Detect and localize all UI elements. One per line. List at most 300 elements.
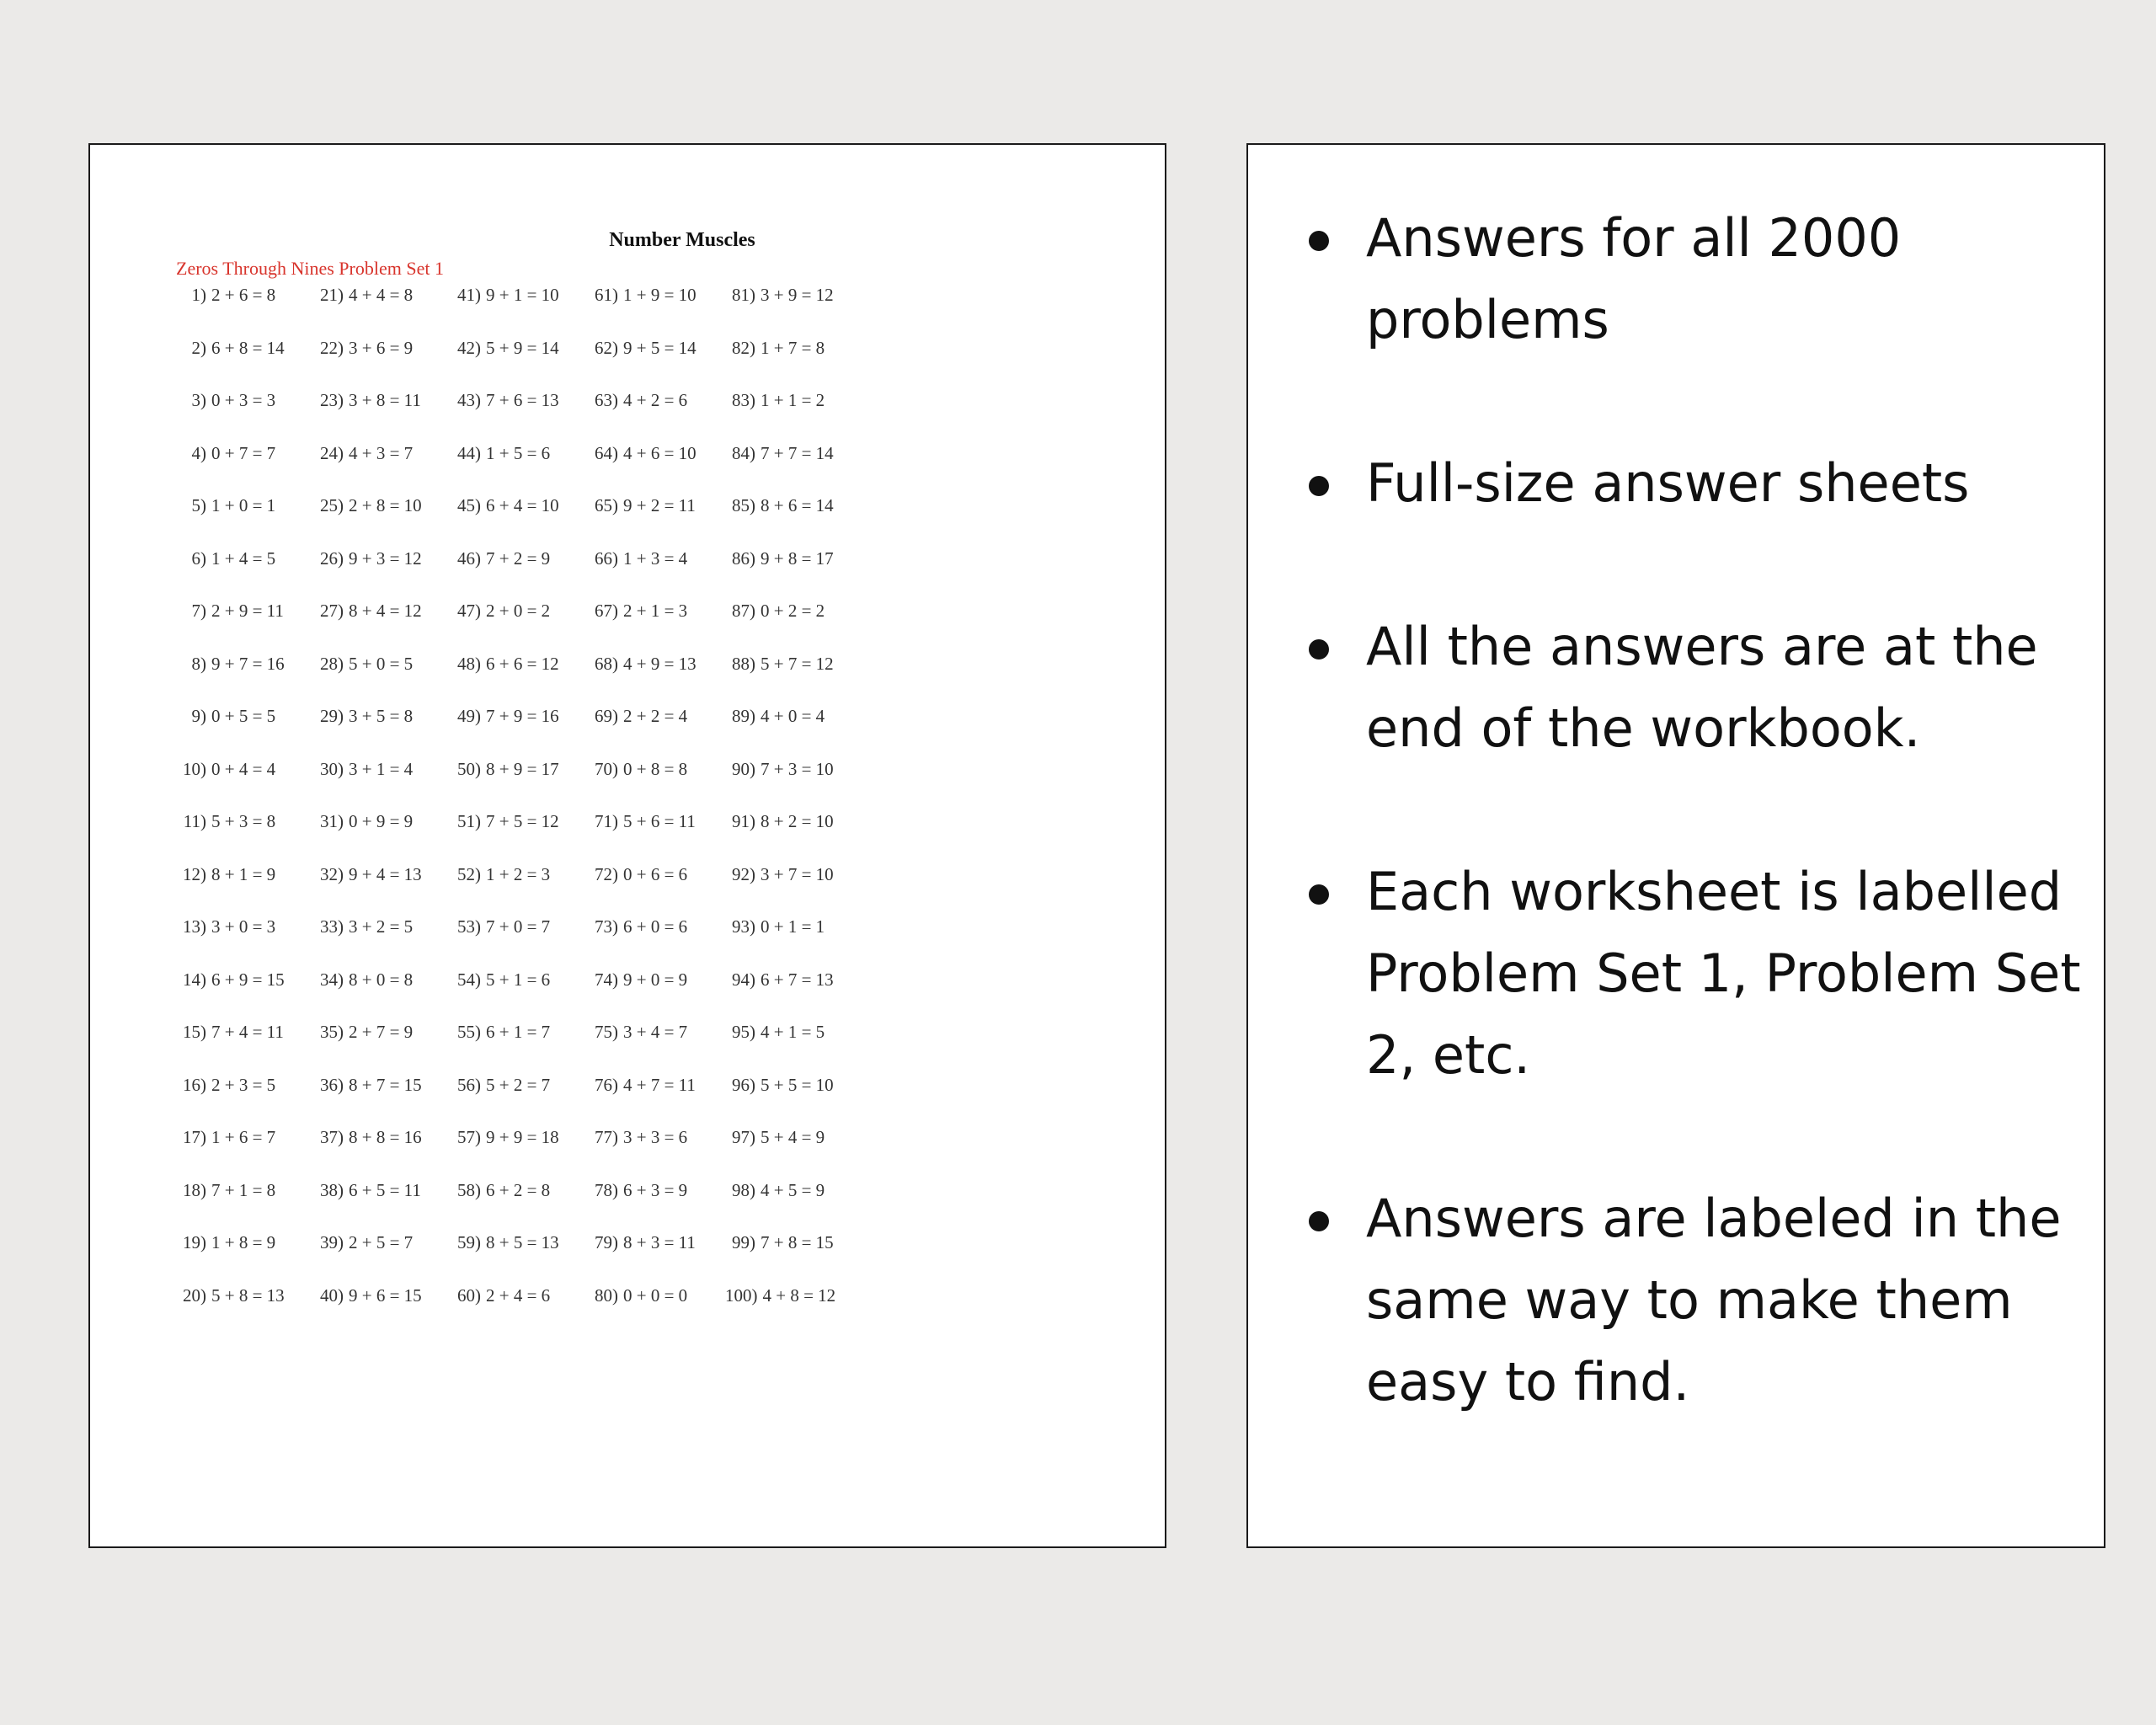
problem-number: 40) — [320, 1284, 344, 1306]
problem-item — [588, 285, 725, 338]
problem-equation: 5 + 8 = 13 — [211, 1284, 285, 1306]
problem-item — [451, 706, 588, 759]
problem-equation: 4 + 4 = 8 — [349, 285, 414, 305]
problem-number: 32) — [320, 863, 344, 884]
problem-number: 48) — [457, 653, 481, 674]
problem-equation: 1 + 5 = 6 — [486, 442, 551, 463]
feature-text: All the answers are at the end of the workbook. — [1366, 616, 2038, 759]
problem-equation: 5 + 6 = 11 — [623, 811, 696, 831]
problem-equation: 1 + 9 = 10 — [623, 285, 696, 305]
problem-item — [176, 390, 313, 443]
problem-item — [725, 443, 862, 496]
problem-number: 21) — [320, 285, 344, 305]
problem-number: 33) — [320, 916, 344, 937]
problem-item — [588, 1180, 725, 1233]
problem-equation: 0 + 3 = 3 — [211, 390, 276, 410]
problem-item — [176, 285, 313, 338]
feature-text: Each worksheet is labelled Problem Set 1, Problem Set 2, etc. — [1366, 861, 2081, 1086]
problem-item — [176, 811, 313, 864]
problem-equation: 7 + 3 = 10 — [760, 758, 834, 779]
problem-number: 69) — [595, 706, 618, 726]
problem-number: 57) — [457, 1127, 481, 1147]
problem-item — [451, 390, 588, 443]
problem-number: 12) — [183, 863, 206, 884]
problem-equation: 2 + 8 = 10 — [349, 495, 422, 515]
problem-item — [313, 1232, 451, 1285]
problem-equation: 4 + 8 = 12 — [762, 1284, 836, 1306]
problem-item — [725, 495, 862, 548]
problem-item — [176, 548, 313, 601]
problem-equation: 3 + 5 = 8 — [349, 706, 414, 726]
problem-number: 52) — [457, 863, 481, 884]
problem-item — [725, 338, 862, 391]
problem-equation: 3 + 9 = 12 — [760, 285, 834, 305]
problem-number: 86) — [732, 547, 755, 569]
problem-equation: 2 + 7 = 9 — [349, 1022, 414, 1042]
problem-equation: 2 + 1 = 3 — [623, 601, 688, 621]
problem-number: 2) — [191, 337, 206, 358]
problem-number: 10) — [183, 758, 206, 779]
problem-equation: 8 + 8 = 16 — [349, 1127, 422, 1147]
problem-number: 94) — [732, 969, 755, 990]
problem-number: 3) — [191, 390, 206, 410]
problem-item — [451, 548, 588, 601]
problem-equation: 5 + 3 = 8 — [211, 811, 276, 831]
problem-equation: 8 + 1 = 9 — [211, 863, 276, 884]
problem-number: 67) — [595, 601, 618, 621]
problem-equation: 0 + 6 = 6 — [623, 863, 688, 884]
problem-item — [176, 443, 313, 496]
problem-item — [176, 706, 313, 759]
problem-number: 75) — [595, 1022, 618, 1042]
problem-number: 72) — [595, 863, 618, 884]
problem-equation: 9 + 3 = 12 — [349, 547, 422, 569]
feature-list — [1299, 197, 2082, 1504]
problem-item — [176, 759, 313, 812]
problem-item — [176, 1075, 313, 1128]
problem-item — [725, 390, 862, 443]
problem-item — [725, 864, 862, 917]
problem-number: 19) — [183, 1232, 206, 1252]
problem-equation: 5 + 4 = 9 — [760, 1127, 825, 1147]
problem-item — [725, 969, 862, 1023]
feature-item — [1299, 1178, 2082, 1423]
problem-number: 47) — [457, 601, 481, 621]
problem-number: 97) — [732, 1127, 755, 1147]
problem-number: 93) — [732, 916, 755, 937]
problem-number: 34) — [320, 969, 344, 990]
problem-item — [176, 1232, 313, 1285]
problem-number: 99) — [732, 1232, 755, 1252]
problem-equation: 4 + 5 = 9 — [760, 1179, 825, 1200]
problem-equation: 4 + 0 = 4 — [760, 706, 825, 726]
problem-number: 15) — [183, 1022, 206, 1042]
feature-text: Answers are labeled in the same way to make them easy to find. — [1366, 1188, 2062, 1413]
problem-number: 8) — [191, 653, 206, 674]
problem-item — [451, 1285, 588, 1338]
problem-item — [451, 338, 588, 391]
problem-item — [313, 811, 451, 864]
problem-number: 4) — [191, 442, 206, 463]
problem-equation: 8 + 2 = 10 — [760, 811, 834, 831]
problem-item — [588, 1022, 725, 1075]
problem-number: 70) — [595, 758, 618, 779]
problem-number: 62) — [595, 337, 618, 358]
problem-number: 63) — [595, 390, 618, 410]
problem-equation: 5 + 2 = 7 — [486, 1074, 551, 1095]
problem-equation: 9 + 4 = 13 — [349, 863, 422, 884]
problem-equation: 1 + 7 = 8 — [760, 337, 825, 358]
problem-number: 37) — [320, 1127, 344, 1147]
problem-item — [588, 811, 725, 864]
problem-number: 100) — [725, 1284, 758, 1306]
problem-number: 20) — [183, 1284, 206, 1306]
feature-item — [1299, 851, 2082, 1096]
problem-equation: 1 + 0 = 1 — [211, 495, 276, 515]
feature-text: Full-size answer sheets — [1366, 452, 1970, 514]
problem-item — [451, 1232, 588, 1285]
problem-equation: 3 + 2 = 5 — [349, 916, 414, 937]
problem-number: 50) — [457, 758, 481, 779]
bullet-icon — [1309, 1211, 1329, 1231]
bullet-icon — [1309, 639, 1329, 660]
problem-item — [725, 1022, 862, 1075]
problem-number: 66) — [595, 547, 618, 569]
problem-equation: 8 + 7 = 15 — [349, 1074, 422, 1095]
problem-item — [451, 654, 588, 707]
problem-item — [725, 548, 862, 601]
problem-item — [451, 969, 588, 1023]
problem-number: 59) — [457, 1232, 481, 1252]
problem-item — [725, 1232, 862, 1285]
problem-equation: 5 + 7 = 12 — [760, 653, 834, 674]
problem-equation: 0 + 1 = 1 — [760, 916, 825, 937]
problem-equation: 7 + 8 = 15 — [760, 1232, 834, 1252]
problem-item — [313, 864, 451, 917]
problem-item — [588, 601, 725, 654]
problem-number: 64) — [595, 442, 618, 463]
problem-equation: 1 + 4 = 5 — [211, 547, 276, 569]
problem-item — [176, 1127, 313, 1180]
problem-equation: 6 + 3 = 9 — [623, 1179, 688, 1200]
problem-equation: 3 + 1 = 4 — [349, 758, 414, 779]
problem-number: 41) — [457, 285, 481, 305]
problem-number: 28) — [320, 653, 344, 674]
problem-item — [176, 654, 313, 707]
problem-number: 35) — [320, 1022, 344, 1042]
problem-number: 46) — [457, 547, 481, 569]
problem-equation: 2 + 5 = 7 — [349, 1232, 414, 1252]
problem-equation: 7 + 0 = 7 — [486, 916, 551, 937]
problem-number: 31) — [320, 811, 344, 831]
problem-equation: 9 + 6 = 15 — [349, 1284, 422, 1306]
feature-item — [1299, 197, 2082, 360]
problem-item — [313, 1022, 451, 1075]
problem-number: 95) — [732, 1022, 755, 1042]
problem-equation: 8 + 9 = 17 — [486, 758, 559, 779]
problem-item — [176, 1022, 313, 1075]
problem-number: 77) — [595, 1127, 618, 1147]
problem-number: 56) — [457, 1074, 481, 1095]
problem-number: 81) — [732, 285, 755, 305]
problem-number: 96) — [732, 1074, 755, 1095]
problem-item — [451, 1180, 588, 1233]
problem-item — [588, 390, 725, 443]
problem-equation: 7 + 9 = 16 — [486, 706, 559, 726]
feature-item — [1299, 442, 2082, 524]
problem-item — [451, 916, 588, 969]
problem-equation: 0 + 9 = 9 — [349, 811, 414, 831]
problem-number: 5) — [191, 495, 206, 515]
problem-equation: 5 + 0 = 5 — [349, 653, 414, 674]
problem-item — [313, 1180, 451, 1233]
problem-equation: 2 + 4 = 6 — [486, 1284, 551, 1306]
problem-item — [588, 338, 725, 391]
problem-equation: 6 + 5 = 11 — [349, 1179, 421, 1200]
problem-item — [176, 1285, 313, 1338]
problem-equation: 4 + 7 = 11 — [623, 1074, 696, 1095]
problem-item — [313, 495, 451, 548]
problem-equation: 2 + 9 = 11 — [211, 601, 284, 621]
problem-equation: 6 + 7 = 13 — [760, 969, 834, 990]
bullet-icon — [1309, 884, 1329, 905]
problem-equation: 2 + 3 = 5 — [211, 1074, 276, 1095]
problem-item — [176, 338, 313, 391]
problem-number: 58) — [457, 1179, 481, 1200]
problem-item — [725, 706, 862, 759]
problem-item — [176, 864, 313, 917]
problem-item — [451, 1127, 588, 1180]
problem-item — [725, 654, 862, 707]
problem-number: 30) — [320, 758, 344, 779]
problem-number: 45) — [457, 495, 481, 515]
problem-number: 53) — [457, 916, 481, 937]
problem-item — [588, 1127, 725, 1180]
problem-number: 51) — [457, 811, 481, 831]
problem-item — [451, 601, 588, 654]
problem-equation: 6 + 1 = 7 — [486, 1022, 551, 1042]
problem-equation: 8 + 5 = 13 — [486, 1232, 559, 1252]
problem-number: 79) — [595, 1232, 618, 1252]
problem-item — [725, 601, 862, 654]
problem-number: 23) — [320, 390, 344, 410]
problem-equation: 3 + 3 = 6 — [623, 1127, 688, 1147]
problem-item — [725, 811, 862, 864]
problem-number: 1) — [191, 285, 206, 305]
problem-number: 26) — [320, 547, 344, 569]
problem-equation: 8 + 4 = 12 — [349, 601, 422, 621]
problem-number: 89) — [732, 706, 755, 726]
problem-item — [588, 969, 725, 1023]
problem-equation: 2 + 2 = 4 — [623, 706, 688, 726]
problem-item — [725, 1127, 862, 1180]
problem-equation: 9 + 5 = 14 — [623, 337, 696, 358]
problem-equation: 6 + 2 = 8 — [486, 1179, 551, 1200]
problem-equation: 1 + 2 = 3 — [486, 863, 551, 884]
problem-item — [451, 495, 588, 548]
problem-item — [451, 1075, 588, 1128]
problem-item — [588, 706, 725, 759]
problem-equation: 6 + 9 = 15 — [211, 969, 285, 990]
problem-equation: 9 + 0 = 9 — [623, 969, 688, 990]
problem-equation: 4 + 3 = 7 — [349, 442, 414, 463]
problem-number: 49) — [457, 706, 481, 726]
bullet-icon — [1309, 476, 1329, 496]
problem-item — [451, 864, 588, 917]
problem-equation: 9 + 2 = 11 — [623, 495, 696, 515]
problem-equation: 9 + 8 = 17 — [760, 547, 834, 569]
problem-equation: 0 + 7 = 7 — [211, 442, 276, 463]
problem-item — [313, 1127, 451, 1180]
problem-equation: 9 + 9 = 18 — [486, 1127, 559, 1147]
problem-item — [313, 601, 451, 654]
problem-item — [725, 916, 862, 969]
problem-item — [451, 759, 588, 812]
problem-equation: 7 + 1 = 8 — [211, 1179, 276, 1200]
problem-item — [588, 916, 725, 969]
problem-item — [176, 1180, 313, 1233]
problem-item — [176, 969, 313, 1023]
problem-number: 44) — [457, 442, 481, 463]
problem-equation: 3 + 4 = 7 — [623, 1022, 688, 1042]
problem-number: 80) — [595, 1284, 618, 1306]
problem-equation: 7 + 4 = 11 — [211, 1022, 284, 1042]
problem-item — [451, 1022, 588, 1075]
problem-equation: 5 + 1 = 6 — [486, 969, 551, 990]
problem-equation: 0 + 0 = 0 — [623, 1284, 688, 1306]
problem-item — [588, 495, 725, 548]
problem-number: 90) — [732, 758, 755, 779]
worksheet-title: Number Muscles — [609, 229, 755, 251]
problem-equation: 0 + 4 = 4 — [211, 758, 276, 779]
problem-number: 18) — [183, 1179, 206, 1200]
worksheet-preview — [88, 143, 1166, 1548]
problem-equation: 8 + 6 = 14 — [760, 495, 834, 515]
problem-item — [313, 969, 451, 1023]
problem-item — [725, 759, 862, 812]
problem-equation: 0 + 5 = 5 — [211, 706, 276, 726]
problem-item — [313, 759, 451, 812]
problem-number: 65) — [595, 495, 618, 515]
problem-item — [176, 916, 313, 969]
problem-equation: 9 + 1 = 10 — [486, 285, 559, 305]
problem-number: 16) — [183, 1074, 206, 1095]
problem-equation: 8 + 3 = 11 — [623, 1232, 696, 1252]
problem-number: 87) — [732, 601, 755, 621]
problem-number: 22) — [320, 337, 344, 358]
problem-equation: 7 + 6 = 13 — [486, 390, 559, 410]
problem-number: 38) — [320, 1179, 344, 1200]
problem-number: 85) — [732, 495, 755, 515]
problem-number: 91) — [732, 811, 755, 831]
problem-item — [313, 916, 451, 969]
problem-equation: 4 + 6 = 10 — [623, 442, 696, 463]
problem-item — [725, 285, 862, 338]
problem-number: 60) — [457, 1284, 481, 1306]
problem-number: 54) — [457, 969, 481, 990]
problem-item — [451, 811, 588, 864]
problem-item — [313, 1285, 451, 1338]
problem-equation: 4 + 9 = 13 — [623, 653, 696, 674]
problem-item — [313, 706, 451, 759]
problem-equation: 5 + 5 = 10 — [760, 1074, 834, 1095]
problem-number: 73) — [595, 916, 618, 937]
problem-equation: 1 + 6 = 7 — [211, 1127, 276, 1147]
problem-item — [313, 548, 451, 601]
problem-number: 39) — [320, 1232, 344, 1252]
problem-item — [725, 1180, 862, 1233]
problem-equation: 6 + 0 = 6 — [623, 916, 688, 937]
problem-equation: 6 + 4 = 10 — [486, 495, 559, 515]
problem-equation: 9 + 7 = 16 — [211, 653, 285, 674]
problem-equation: 4 + 2 = 6 — [623, 390, 688, 410]
problem-number: 88) — [732, 653, 755, 674]
problem-item — [313, 1075, 451, 1128]
problem-number: 84) — [732, 442, 755, 463]
problem-equation: 1 + 3 = 4 — [623, 547, 688, 569]
feature-text: Answers for all 2000 problems — [1366, 207, 1902, 350]
problem-number: 6) — [191, 547, 206, 569]
problem-equation: 2 + 0 = 2 — [486, 601, 551, 621]
problem-number: 74) — [595, 969, 618, 990]
problem-number: 27) — [320, 601, 344, 621]
problem-item — [725, 1285, 862, 1338]
problem-item — [451, 443, 588, 496]
problem-equation: 4 + 1 = 5 — [760, 1022, 825, 1042]
problem-equation: 0 + 2 = 2 — [760, 601, 825, 621]
problem-equation: 1 + 1 = 2 — [760, 390, 825, 410]
problem-equation: 3 + 0 = 3 — [211, 916, 276, 937]
problem-item — [588, 548, 725, 601]
problem-number: 42) — [457, 337, 481, 358]
problem-number: 76) — [595, 1074, 618, 1095]
problem-item — [313, 285, 451, 338]
problem-equation: 0 + 8 = 8 — [623, 758, 688, 779]
problem-number: 68) — [595, 653, 618, 674]
problem-number: 7) — [191, 601, 206, 621]
problem-equation: 1 + 8 = 9 — [211, 1232, 276, 1252]
problem-item — [451, 285, 588, 338]
problem-item — [588, 1232, 725, 1285]
problem-equation: 3 + 7 = 10 — [760, 863, 834, 884]
problem-number: 29) — [320, 706, 344, 726]
problem-number: 92) — [732, 863, 755, 884]
problem-item — [588, 1285, 725, 1338]
problem-grid — [176, 285, 862, 1338]
problem-number: 43) — [457, 390, 481, 410]
problem-number: 98) — [732, 1179, 755, 1200]
bullet-icon — [1309, 231, 1329, 251]
problem-item — [313, 654, 451, 707]
problem-item — [588, 443, 725, 496]
problem-number: 83) — [732, 390, 755, 410]
problem-number: 13) — [183, 916, 206, 937]
problem-number: 24) — [320, 442, 344, 463]
problem-equation: 7 + 5 = 12 — [486, 811, 559, 831]
problem-equation: 5 + 9 = 14 — [486, 337, 559, 358]
problem-number: 11) — [183, 811, 206, 831]
problem-number: 36) — [320, 1074, 344, 1095]
problem-number: 9) — [191, 706, 206, 726]
problem-equation: 7 + 7 = 14 — [760, 442, 834, 463]
problem-item — [588, 759, 725, 812]
problem-item — [588, 1075, 725, 1128]
problem-item — [313, 443, 451, 496]
problem-number: 71) — [595, 811, 618, 831]
problem-equation: 6 + 8 = 14 — [211, 337, 285, 358]
problem-number: 55) — [457, 1022, 481, 1042]
problem-number: 78) — [595, 1179, 618, 1200]
